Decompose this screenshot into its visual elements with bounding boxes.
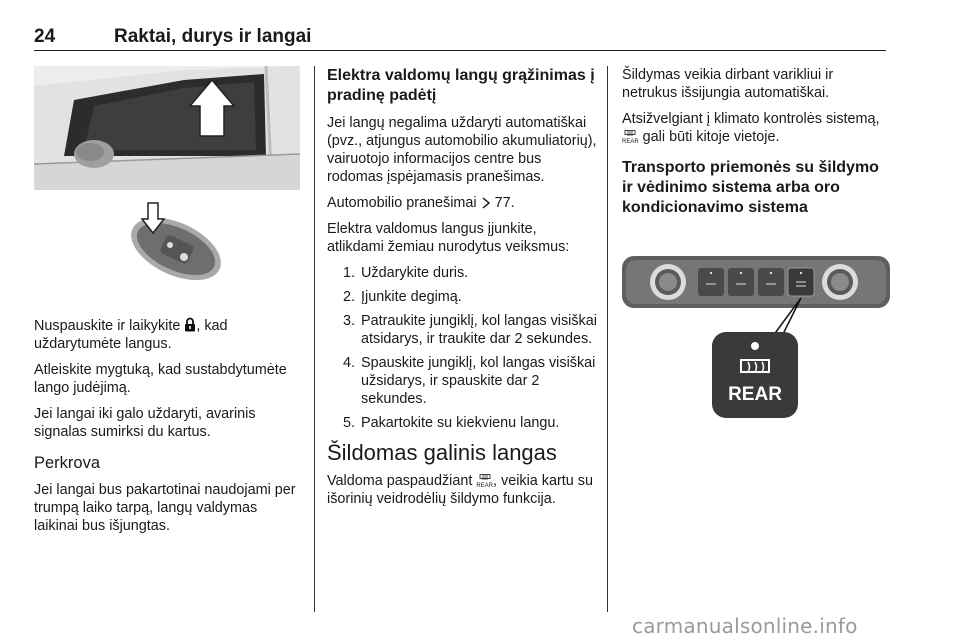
column-divider [607, 66, 608, 612]
instruction-hazard-flash: Jei langai iki galo uždaryti, avarinis signalas sumirksi du kartus. [34, 406, 256, 440]
overload-text: Jei langai bus pakartotinai naudojami per trumpą laiko tarpą, langų valdymas laikinai bus išjungtas. [34, 482, 296, 534]
car-window-illustration [34, 66, 300, 190]
rear-defrost-icon: REAR [622, 130, 639, 145]
rear-button-label: REAR [728, 384, 782, 405]
heading-overload: Perkrova [34, 454, 101, 472]
reset-steps-list [327, 264, 597, 432]
column-3 [622, 66, 890, 438]
climate-panel-illustration [622, 248, 890, 438]
key-fob-illustration [34, 199, 300, 299]
heading-heated-rear-window: Šildomas galinis langas [327, 440, 557, 465]
list-item: 5. Pakartokite su kiekvienu langu. [359, 414, 597, 432]
column-2 [327, 66, 597, 516]
list-item: 3. Patraukite jungiklį, kol langas visiškai atsidarys, ir traukite dar 2 sekundes. [359, 312, 597, 348]
page-ref-link[interactable]: 77. [494, 195, 515, 211]
column-divider [314, 66, 315, 612]
page-number: 24 [34, 26, 56, 47]
list-item: 2. Įjunkite degimą. [359, 288, 597, 306]
heading-window-reset: Elektra valdomų langų grąžinimas į pradinę padėtį [327, 67, 595, 104]
watermark: carmanualsonline.info [632, 614, 858, 638]
page-ref-arrow-icon [481, 197, 491, 209]
heating-auto-off: Šildymas veikia dirbant varikliui ir netrukus išsijungia automatiškai. [622, 67, 834, 101]
column-1 [34, 66, 300, 543]
reset-steps-intro: Elektra valdomus langus įjunkite, atlikdami žemiau nurodytus veiksmus: [327, 221, 570, 255]
list-item: 4. Spauskite jungiklį, kol langas visiškai užsidarys, ir spauskite dar 2 sekundes. [359, 354, 597, 408]
vehicle-messages-ref: Automobilio pranešimai 77. [327, 195, 515, 211]
instruction-close-windows: Nuspauskite ir laikykite , kad uždarytumėte langus. [34, 318, 228, 352]
heading-hvac-vehicles: Transporto priemonės su šildymo ir vėdinimo sistema arba oro kondicionavimo sistema [622, 159, 879, 216]
page-title: Raktai, durys ir langai [114, 26, 312, 47]
reset-intro: Jei langų negalima uždaryti automatiškai (pvz., atjungus automobilio akumuliatorių), vairuotojo informacijos centre bus rodomas įspėjamasis pranešimas. [327, 115, 597, 185]
page-header [34, 22, 886, 51]
heated-rear-text: Valdoma paspaudžiant REAR, veikia kartu su išorinių veidrodėlių šildymo funkcija. [327, 473, 593, 507]
climate-location-note: Atsižvelgiant į klimato kontrolės sistemą, REAR gali būti kitoje vietoje. [622, 111, 880, 145]
list-item: 1. Uždarykite duris. [359, 264, 597, 282]
lock-icon [184, 317, 196, 332]
instruction-stop-movement: Atleiskite mygtuką, kad sustabdytumėte lango judėjimą. [34, 362, 287, 396]
rear-defrost-icon: REAR [476, 474, 493, 489]
